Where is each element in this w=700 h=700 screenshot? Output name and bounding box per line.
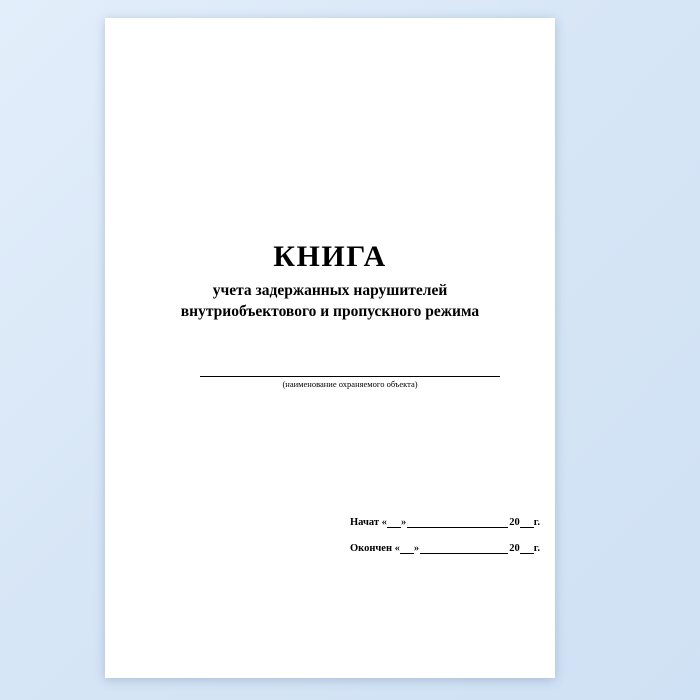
page-subtitle [105, 281, 555, 323]
start-date-year-prefix: 20 [509, 517, 520, 528]
subtitle-line-1: учета задержанных нарушителей [212, 282, 448, 299]
subtitle-line-2: внутриобъектового и пропускного режима [180, 302, 480, 320]
start-date-day-blank [387, 516, 401, 528]
end-date-year-prefix: 20 [509, 543, 520, 554]
end-date-year-blank [520, 542, 534, 554]
start-date-day-close: » [400, 517, 407, 528]
object-name-block [200, 358, 500, 389]
end-date-label: Окончен « [350, 543, 400, 554]
dates-block [350, 516, 540, 568]
end-date-year-suffix: г. [533, 543, 540, 554]
end-date-day-close: » [413, 543, 420, 554]
start-date-year-suffix: г. [533, 517, 540, 528]
end-date-month-blank [420, 542, 508, 554]
title-block [105, 240, 555, 323]
object-name-blank-line [200, 358, 500, 377]
start-date-label: Начат « [350, 517, 387, 528]
page-title: КНИГА [273, 240, 387, 273]
object-name-caption: (наименование охраняемого объекта) [282, 379, 418, 389]
end-date-row [350, 542, 540, 554]
document-cover [105, 18, 555, 678]
start-date-month-blank [407, 516, 508, 528]
start-date-row [350, 516, 540, 528]
start-date-year-blank [520, 516, 534, 528]
end-date-day-blank [400, 542, 414, 554]
